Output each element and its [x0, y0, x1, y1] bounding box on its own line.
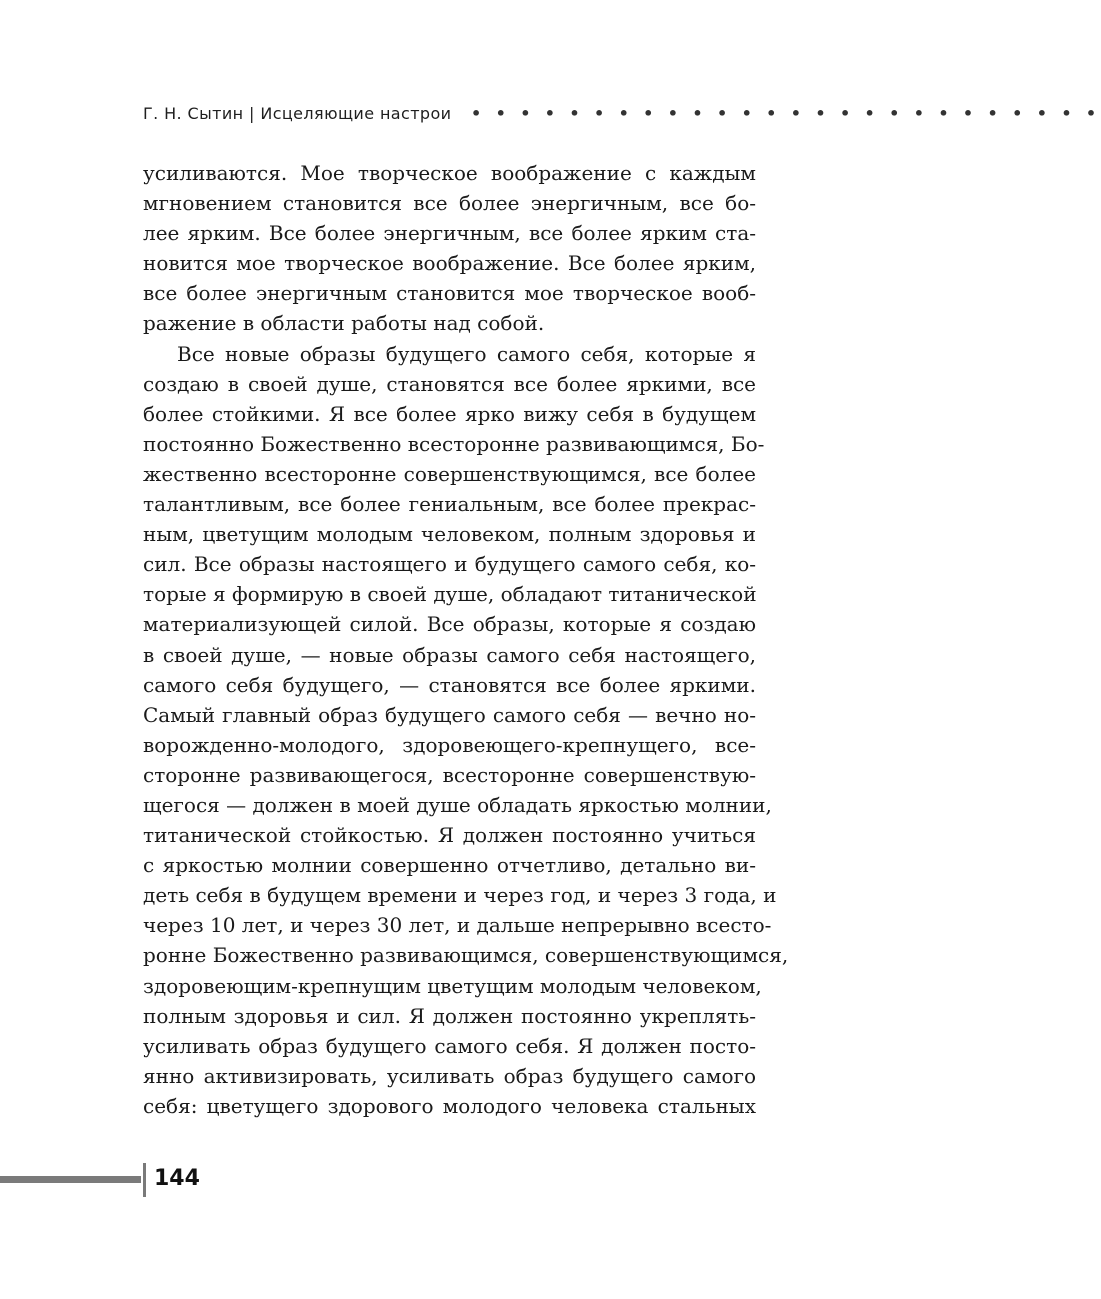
- text-line: себя: цветущего здорового молодого человека стальных: [143, 1093, 756, 1118]
- text-line: сторонне развивающегося, всесторонне совершенствую-: [143, 762, 756, 787]
- text-line: щегося — должен в моей душе обладать яркостью молнии,: [143, 792, 772, 817]
- text-line: в своей душе, — новые образы самого себя настоящего,: [143, 642, 756, 667]
- text-line: сил. Все образы настоящего и будущего самого себя, ко-: [143, 552, 756, 577]
- text-line: талантливым, все более гениальным, все более прекрас-: [143, 492, 756, 517]
- page-body-text: [143, 158, 789, 1121]
- text-line: ражение в области работы над собой.: [143, 311, 545, 336]
- text-line: новится мое творческое воображение. Все более ярким,: [143, 251, 756, 276]
- text-line: с яркостью молнии совершенно отчетливо, детально ви-: [143, 853, 756, 878]
- text-line: жественно всесторонне совершенствующимся, все более: [143, 461, 756, 486]
- page-number: 144: [154, 1166, 200, 1191]
- text-line: янно активизировать, усиливать образ будущего самого: [143, 1063, 756, 1088]
- text-line: усиливаются. Мое творческое воображение с каждым: [143, 161, 756, 185]
- text-line: деть себя в будущем времени и через год, и через 3 года, и: [143, 883, 777, 908]
- text-line: ворожденно-молодого, здоровеющего-крепнущего, все-: [143, 732, 756, 757]
- text-line: через 10 лет, и через 30 лет, и дальше непрерывно всесто-: [143, 913, 772, 938]
- text-line: самого себя будущего, — становятся все более яркими.: [143, 672, 756, 697]
- text-line: постоянно Божественно всесторонне развивающимся, Бо-: [143, 431, 765, 456]
- text-line: более стойкими. Я все более ярко вижу себя в будущем: [143, 401, 756, 426]
- running-head: [143, 104, 1101, 128]
- running-head-author: Г. Н. Сытин: [143, 104, 244, 123]
- text-line: торые я формирую в своей душе, обладают титанической: [143, 582, 757, 607]
- running-head-dots: • • • • • • • • • • • • • • • • • • • • • • • • • •: [471, 104, 1101, 123]
- footer-bar: [0, 1176, 141, 1183]
- text-line: мгновением становится все более энергичным, все бо-: [143, 191, 756, 216]
- text-line: Все новые образы будущего самого себя, которые я: [177, 341, 756, 366]
- text-line: ронне Божественно развивающимся, совершенствующимся,: [143, 943, 789, 968]
- text-line: Самый главный образ будущего самого себя — вечно но-: [143, 702, 756, 727]
- text-line: материализующей силой. Все образы, которые я создаю: [143, 612, 756, 637]
- footer-divider: [143, 1163, 146, 1197]
- text-line: создаю в своей душе, становятся все более яркими, все: [143, 371, 756, 396]
- text-line: титанической стойкостью. Я должен постоянно учиться: [143, 823, 756, 848]
- running-head-separator: |: [249, 104, 255, 123]
- text-line: все более энергичным становится мое творческое вооб-: [143, 281, 756, 306]
- text-line: лее ярким. Все более энергичным, все более ярким ста-: [143, 221, 756, 246]
- text-line: ным, цветущим молодым человеком, полным здоровья и: [143, 522, 756, 547]
- text-line: усиливать образ будущего самого себя. Я должен посто-: [143, 1033, 756, 1058]
- text-line: полным здоровья и сил. Я должен постоянно укреплять-: [143, 1003, 756, 1028]
- text-line: здоровеющим-крепнущим цветущим молодым человеком,: [143, 973, 762, 998]
- running-head-title: Исцеляющие настрои: [260, 104, 452, 123]
